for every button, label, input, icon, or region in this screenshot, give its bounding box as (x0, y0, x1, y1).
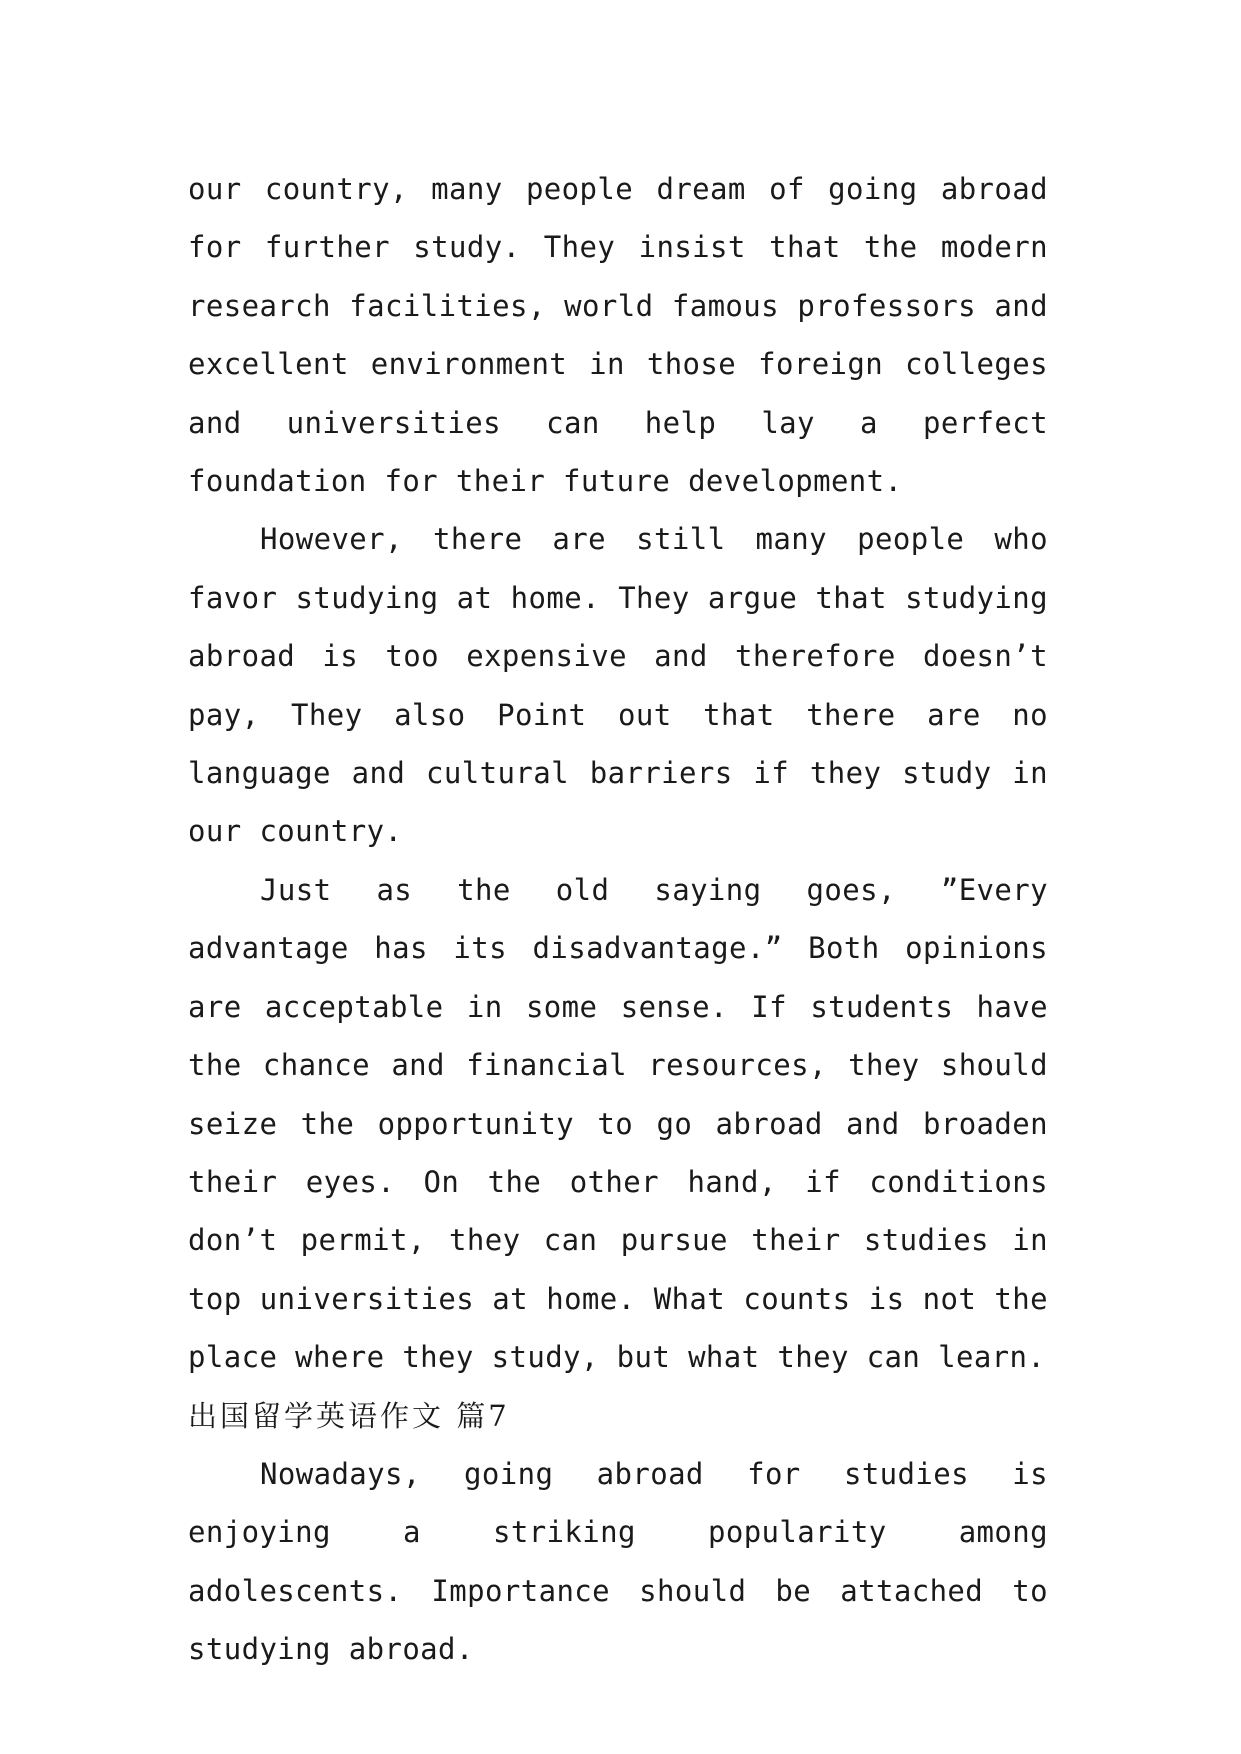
paragraph-studying-at-home: However, there are still many people who favor studying at home. They argue that studying abroad is too expensive and therefore doesn’t pay, They also Point out that there are no language and cultural barriers if they study in our country. (188, 522, 1048, 849)
paragraph-continuation: our country, many people dream of going abroad for further study. They insist that the modern research facilities, world famous professors and excellent environment in those foreign colleges and universities can help lay a perfect foundation for their future development. (188, 172, 1048, 499)
paragraph-nowadays: Nowadays, going abroad for studies is enjoying a striking popularity among adolescents. Importance should be attached to studying abroad. (188, 1456, 1048, 1667)
document-body (188, 160, 1048, 1679)
paragraph-conclusion: Just as the old saying goes, ”Every advantage has its disadvantage.” Both opinions are acceptable in some sense. If students have the chance and financial resources, they should seize the opportunity to go abroad and broaden their eyes. On the other hand, if conditions don’t permit, they can pursue their studies in top universities at home. What counts is not the place where they study, but what they can learn. (188, 872, 1048, 1375)
section-heading: 出国留学英语作文 篇7 (188, 1398, 510, 1433)
